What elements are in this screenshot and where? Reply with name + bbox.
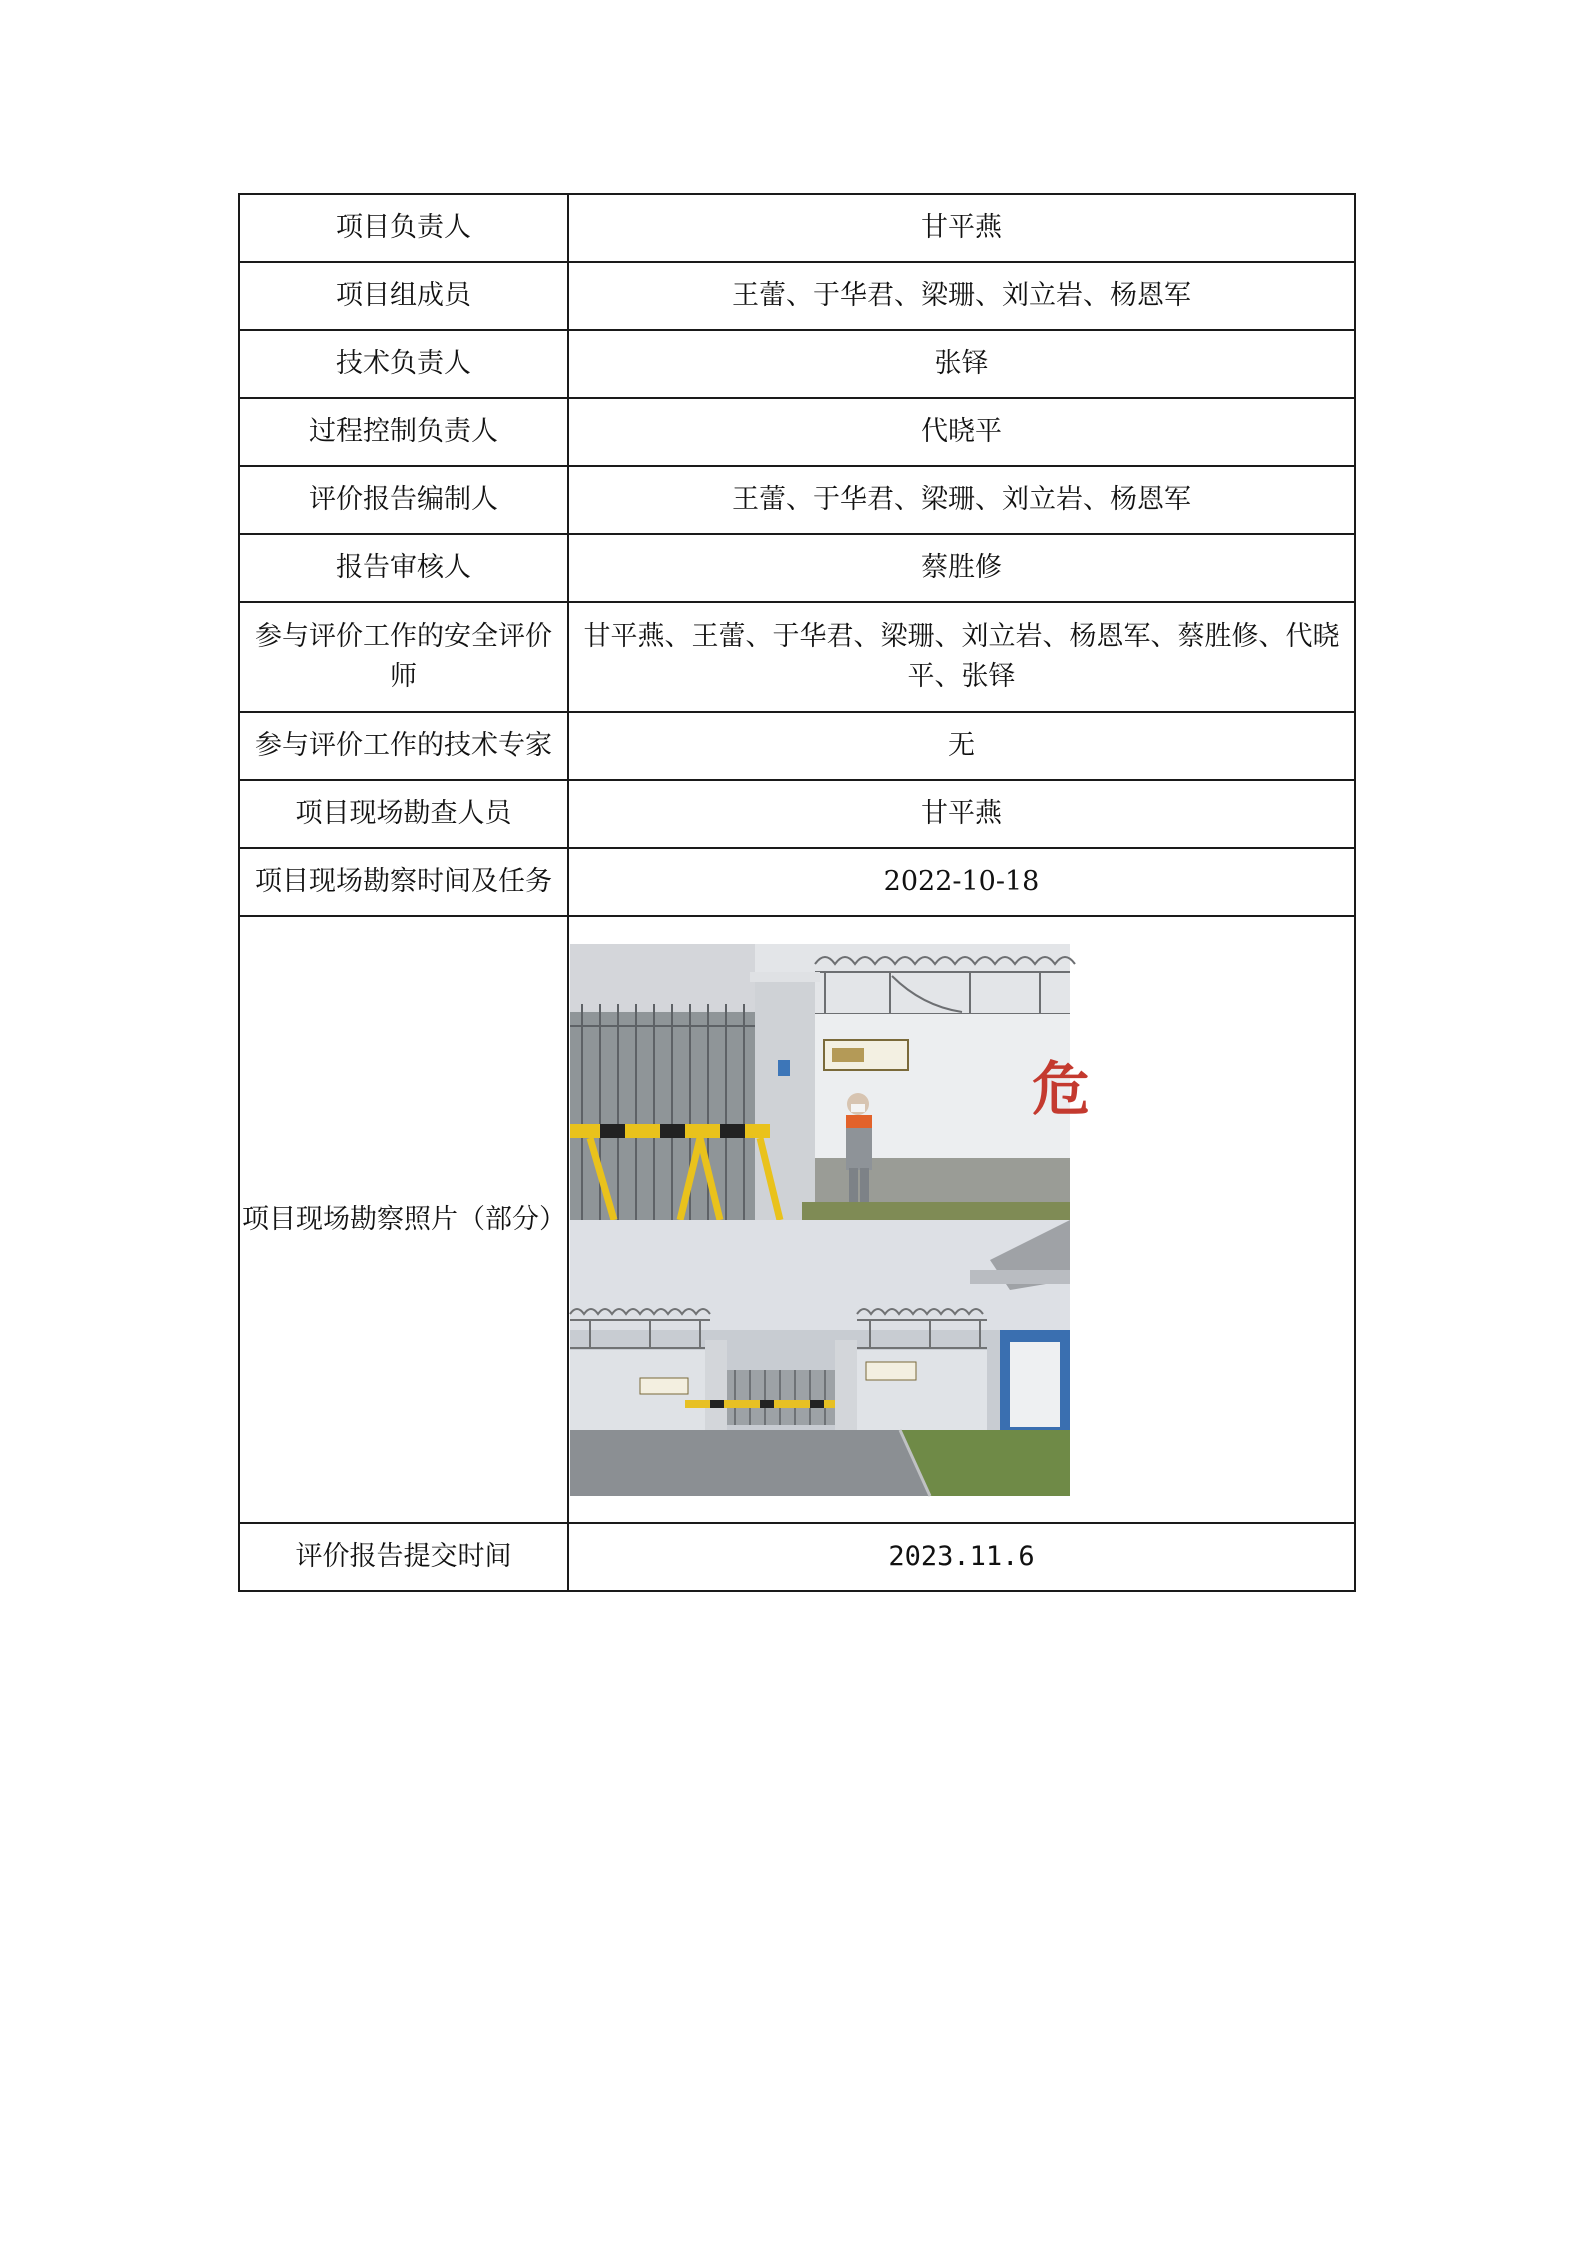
table-row	[239, 780, 1355, 848]
site-photo-gate-with-person	[570, 944, 1091, 1220]
table-row	[239, 848, 1355, 916]
row-label: 项目组成员	[239, 262, 568, 330]
row-label: 技术负责人	[239, 330, 568, 398]
table-row	[239, 534, 1355, 602]
row-value: 蔡胜修	[568, 534, 1355, 602]
site-photos	[570, 944, 1091, 1496]
row-label: 项目现场勘察照片（部分）	[239, 916, 568, 1523]
table-row	[239, 1523, 1355, 1591]
row-value: 甘平燕、王蕾、于华君、梁珊、刘立岩、杨恩军、蔡胜修、代晓平、张铎	[568, 602, 1355, 712]
table-row	[239, 262, 1355, 330]
table-row	[239, 916, 1355, 1523]
wall-sign-text: 危	[1032, 1055, 1091, 1123]
project-info-table	[238, 193, 1356, 1592]
row-label: 参与评价工作的技术专家	[239, 712, 568, 780]
table-row	[239, 712, 1355, 780]
table-row	[239, 330, 1355, 398]
row-value: 张铎	[568, 330, 1355, 398]
row-label: 项目现场勘察时间及任务	[239, 848, 568, 916]
table-row	[239, 398, 1355, 466]
row-value: 2022-10-18	[568, 848, 1355, 916]
row-label: 报告审核人	[239, 534, 568, 602]
table-row	[239, 194, 1355, 262]
row-label: 参与评价工作的安全评价师	[239, 602, 568, 712]
site-photo-gate-distance	[570, 1220, 1070, 1496]
row-value: 代晓平	[568, 398, 1355, 466]
site-photos-cell	[568, 916, 1355, 1523]
row-value: 甘平燕	[568, 194, 1355, 262]
row-value: 王蕾、于华君、梁珊、刘立岩、杨恩军	[568, 466, 1355, 534]
row-label: 评价报告提交时间	[239, 1523, 568, 1591]
row-label: 项目负责人	[239, 194, 568, 262]
row-value: 王蕾、于华君、梁珊、刘立岩、杨恩军	[568, 262, 1355, 330]
row-label: 评价报告编制人	[239, 466, 568, 534]
row-value: 无	[568, 712, 1355, 780]
row-label: 项目现场勘查人员	[239, 780, 568, 848]
row-value: 甘平燕	[568, 780, 1355, 848]
table-row	[239, 602, 1355, 712]
row-value: 2023.11.6	[568, 1523, 1355, 1591]
table-row	[239, 466, 1355, 534]
row-label: 过程控制负责人	[239, 398, 568, 466]
